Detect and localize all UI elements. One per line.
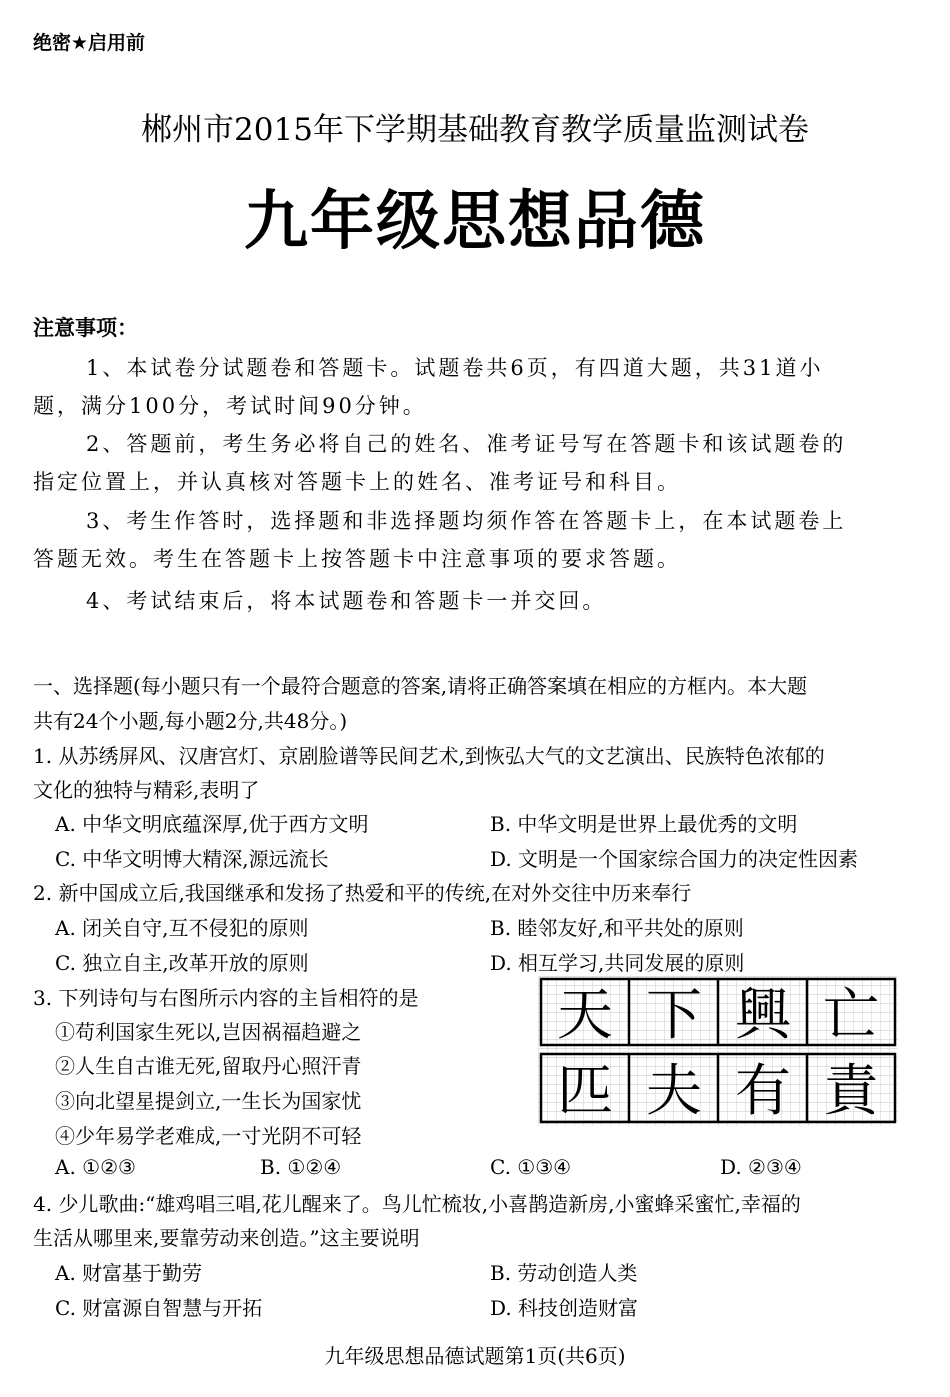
question-stem: 文化的独特与精彩,表明了 (33, 778, 260, 802)
notice-line: 1、本试卷分试题卷和答题卡。试题卷共6页，有四道大题，共31道小 (86, 356, 824, 380)
question-stem: 2. 新中国成立后,我国继承和发扬了热爱和平的传统,在对外交往中历来奉行 (33, 881, 692, 905)
calligraphy-char: 下 (646, 983, 702, 1048)
notice-line: 2、答题前，考生务必将自己的姓名、准考证号写在答题卡和该试题卷的 (86, 432, 847, 456)
question-stem: 生活从哪里来,要靠劳动来创造。”这主要说明 (33, 1226, 420, 1250)
option-d: D. ②③④ (720, 1155, 802, 1179)
option-d: D. 科技创造财富 (490, 1296, 639, 1320)
option-b: B. 中华文明是世界上最优秀的文明 (490, 812, 798, 836)
calligraphy-char: 匹 (557, 1059, 613, 1124)
section-intro: 一、选择题(每小题只有一个最符合题意的答案,请将正确答案填在相应的方框内。本大题 (33, 674, 808, 698)
section-intro: 共有24个小题,每小题2分,共48分。) (33, 709, 348, 733)
calligraphy-char: 亡 (823, 983, 879, 1048)
option-b: B. ①②④ (260, 1155, 342, 1179)
notice-line: 题，满分100分，考试时间90分钟。 (33, 394, 427, 418)
notice-line: 指定位置上，并认真核对答题卡上的姓名、准考证号和科目。 (33, 470, 681, 494)
notice-line: 3、考生作答时，选择题和非选择题均须作答在答题卡上，在本试题卷上 (86, 509, 847, 533)
option-a: A. 中华文明底蕴深厚,优于西方文明 (55, 812, 369, 836)
question-stem: 4. 少儿歌曲:“雄鸡唱三唱,花儿醒来了。鸟儿忙梳妆,小喜鹊造新房,小蜜蜂采蜜忙,幸福的 (33, 1192, 801, 1216)
exam-subtitle: 郴州市2015年下学期基础教育教学质量监测试卷 (141, 112, 809, 148)
question-stem: 1. 从苏绣屏风、汉唐宫灯、京剧脸谱等民间艺术,到恢弘大气的文艺演出、民族特色浓郁的 (33, 744, 825, 768)
option-c: C. 中华文明博大精深,源远流长 (55, 847, 329, 871)
option-c: C. ①③④ (490, 1155, 572, 1179)
calligraphy-char: 有 (735, 1059, 791, 1124)
option-c: C. 财富源自智慧与开拓 (55, 1296, 263, 1320)
exam-title: 九年级思想品德 (244, 185, 706, 259)
confidential-label: 绝密★启用前 (33, 32, 146, 54)
poem-item: ①苟利国家生死以,岂因祸福趋避之 (55, 1020, 362, 1044)
page-footer: 九年级思想品德试题第1页(共6页) (324, 1344, 626, 1368)
poem-item: ④少年易学老难成,一寸光阴不可轻 (55, 1124, 362, 1148)
question-stem: 3. 下列诗句与右图所示内容的主旨相符的是 (33, 986, 419, 1010)
poem-item: ③向北望星提剑立,一生长为国家忧 (55, 1089, 362, 1113)
calligraphy-char: 興 (735, 983, 791, 1048)
notice-line: 4、考试结束后，将本试题卷和答题卡一并交回。 (86, 589, 607, 613)
option-a: A. 财富基于勤劳 (55, 1261, 203, 1285)
option-a: A. 闭关自守,互不侵犯的原则 (55, 916, 309, 940)
option-b: B. 睦邻友好,和平共处的原则 (490, 916, 744, 940)
calligraphy-char: 責 (823, 1059, 879, 1124)
poem-item: ②人生自古谁无死,留取丹心照汗青 (55, 1054, 362, 1078)
option-d: D. 文明是一个国家综合国力的决定性因素 (490, 847, 859, 871)
option-b: B. 劳动创造人类 (490, 1261, 638, 1285)
notice-line: 答题无效。考生在答题卡上按答题卡中注意事项的要求答题。 (33, 547, 681, 571)
option-d: D. 相互学习,共同发展的原则 (490, 951, 745, 975)
calligraphy-char: 夫 (646, 1059, 702, 1124)
option-c: C. 独立自主,改革开放的原则 (55, 951, 309, 975)
calligraphy-grid-image (538, 976, 898, 1126)
notice-heading: 注意事项： (33, 316, 138, 340)
option-a: A. ①②③ (55, 1155, 136, 1179)
calligraphy-char: 天 (557, 983, 613, 1048)
